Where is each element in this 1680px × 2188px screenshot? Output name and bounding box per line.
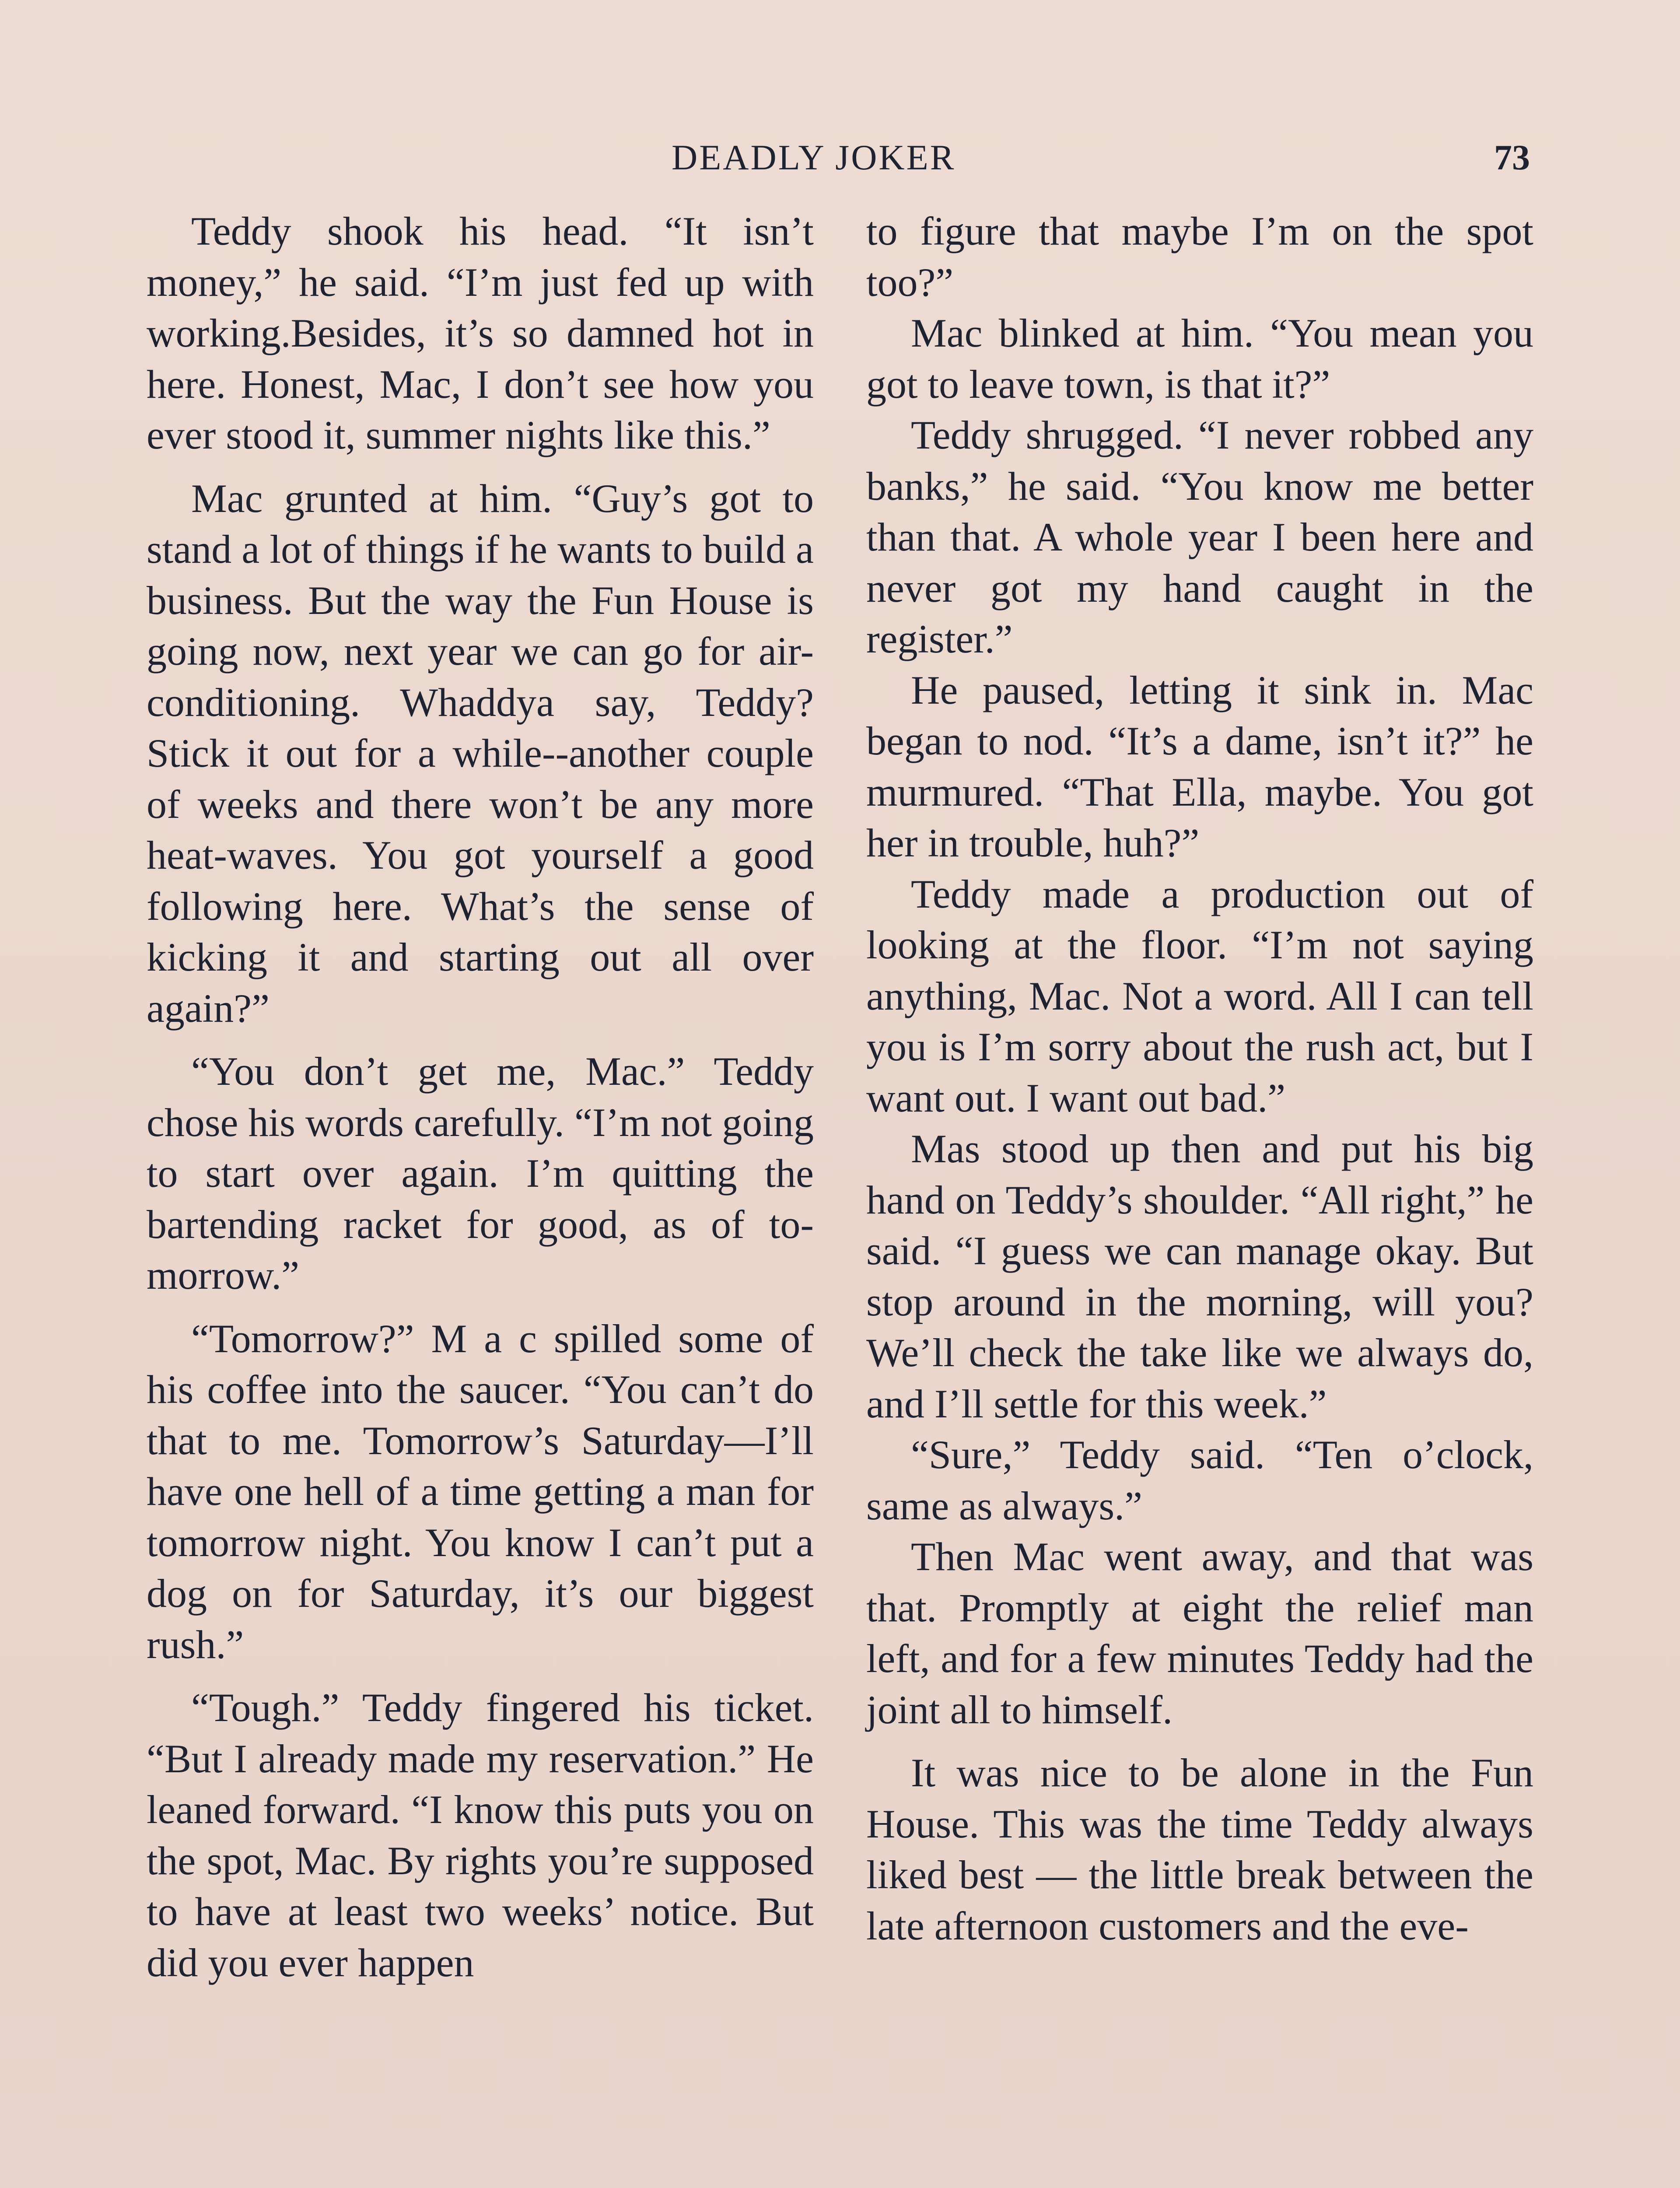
page-header — [0, 131, 1680, 184]
paragraph: “Tough.” Teddy fingered his ticket. “But I already made my reservation.” He leaned forward. “I know this puts you on the spot, Mac. By rights you’re supposed to have at least two weeks’ notice. But did you ever happen — [147, 1685, 814, 1985]
paragraph: Teddy shrugged. “I never robbed any banks,” he said. “You know me better than that. A whole year I been here and never got my hand caught in the register.” — [866, 413, 1533, 661]
paragraph: It was nice to be alone in the Fun House. This was the time Teddy always liked best — the little break between the late afternoon customers and the eve- — [866, 1750, 1533, 1948]
page-number: 73 — [1494, 137, 1530, 177]
paragraph: Teddy made a production out of looking at the floor. “I’m not saying anything, Mac. Not a word. All I can tell you is I’m sorry about the rush act, but I want out. I want out bad.” — [866, 871, 1533, 1120]
paragraph: Mac blinked at him. “You mean you got to leave town, is that it?” — [866, 311, 1533, 407]
paragraph: Teddy shook his head. “It isn’t money,” he said. “I’m just fed up with working.Besides, it’s so damned hot in here. Honest, Mac, I don’t see how you ever stood it, summer nights like this.” — [147, 209, 814, 457]
paragraph: Mas stood up then and put his big hand on Teddy’s shoulder. “All right,” he said. “I guess we can manage okay. But stop around in the morning, will you? We’ll check the take like we always do, and I’ll settle for this week.” — [866, 1126, 1533, 1426]
paragraph: “Sure,” Teddy said. “Ten o’clock, same as always.” — [866, 1432, 1533, 1528]
paragraph: Mac grunted at him. “Guy’s got to stand a lot of things if he wants to build a business. But the way the Fun House is going now, next year we can go for air-conditioning. Whaddya say, Teddy? Stick it out for a while--another couple of weeks and there won’t be any more heat-waves. You got yourself a good following here. What’s the sense of kicking it and starting out all over again?” — [147, 476, 814, 1031]
running-head: DEADLY JOKER — [672, 137, 956, 177]
paragraph: He paused, letting it sink in. Mac began to nod. “It’s a dame, isn’t it?” he murmured. “That Ella, maybe. You got her in trouble, huh?” — [866, 667, 1533, 865]
right-column — [866, 206, 1533, 1951]
left-column — [147, 206, 814, 1988]
paragraph: Then Mac went away, and that was that. Promptly at eight the relief man left, and for a few minutes Teddy had the joint all to himself. — [866, 1534, 1533, 1732]
paragraph: to figure that maybe I’m on the spot too?” — [866, 209, 1533, 305]
paragraph: “You don’t get me, Mac.” Teddy chose his words carefully. “I’m not going to start over again. I’m quitting the bartending racket for good, as of tomorrow.” — [147, 1049, 814, 1297]
paragraph: “Tomorrow?” M a c spilled some of his coffee into the saucer. “You can’t do that to me. Tomorrow’s Saturday—I’ll have one hell of a time getting a man for tomorrow night. You know I can’t put a dog on for Saturday, it’s our biggest rush.” — [147, 1316, 814, 1667]
